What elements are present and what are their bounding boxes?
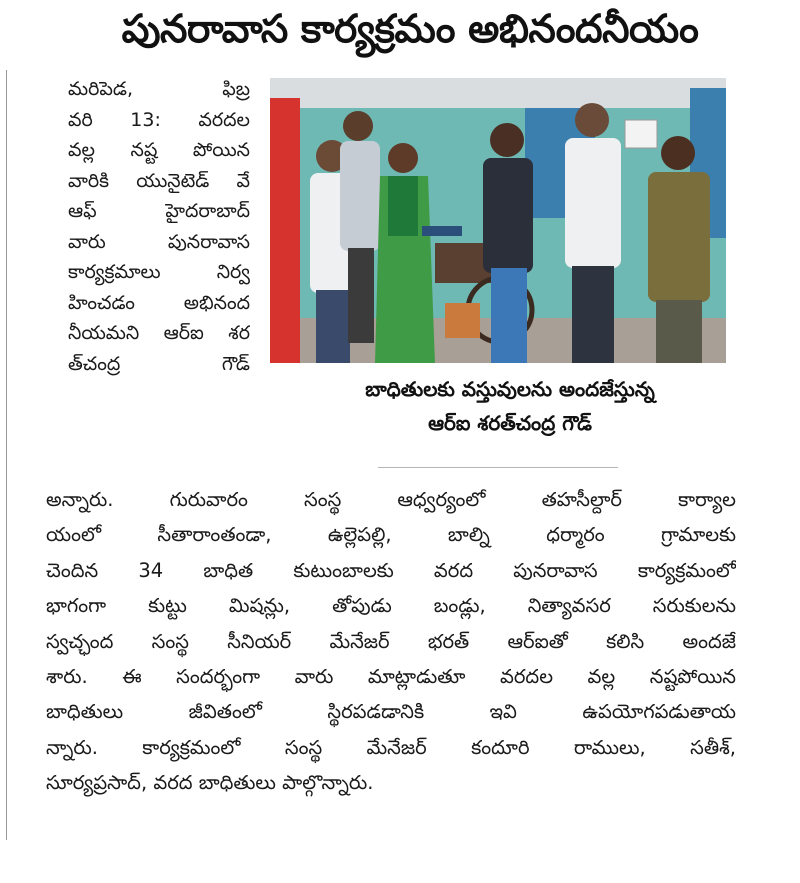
- intro-line: త్‌చంద్ర గౌడ్: [68, 352, 250, 375]
- photo-box: [445, 303, 480, 338]
- headline: పునరావాస కార్యక్రమం అభినందనీయం: [121, 7, 699, 52]
- body-line: సూర్యప్రసాద్, వరద బాధితులు పాల్గొన్నారు.: [46, 771, 374, 795]
- body-line: చెందిన 34 బాధిత కుటుంబాలకు వరద పునరావాస కార్యక్రమంలో: [46, 558, 736, 582]
- intro-line: మరిపెడ, ఫిబ్ర: [68, 78, 250, 100]
- column-divider: [6, 70, 7, 840]
- intro-line: నీయమని ఆర్ఐ శర: [68, 322, 250, 344]
- photo-ceiling: [270, 78, 726, 108]
- photo-notice: [625, 120, 657, 148]
- caption-line-2: ఆర్ఐ శరత్‌చంద్ర గౌడ్: [428, 411, 592, 435]
- photo-illustration: [270, 78, 726, 363]
- body-line: బాధితులు జీవితంలో స్థిరపడడానికి ఇవి ఉపయోగపడుతాయ: [46, 700, 736, 724]
- body-line: స్వచ్ఛంద సంస్థ సీనియర్ మేనేజర్ భరత్ ఆర్ఐతో కలిసి అందజే: [46, 629, 736, 653]
- body-line: న్నారు. కార్యక్రమంలో సంస్థ మేనేజర్ కందూరి రాములు, సతీశ్,: [46, 735, 736, 759]
- intro-line: వరి 13: వరదల: [68, 108, 250, 131]
- body-line: అన్నారు. గురువారం సంస్థ ఆధ్వర్యంలో తహసీల్దార్ కార్యాల: [46, 488, 736, 511]
- photo-packet: [422, 226, 462, 236]
- article-body: [46, 482, 736, 801]
- intro-line: కార్యక్రమాలు నిర్వ: [68, 261, 250, 283]
- photo-door: [270, 98, 300, 363]
- intro-line: వల్ల నష్ట పోయిన: [68, 139, 250, 161]
- intro-line: వారు పునరావాస: [68, 230, 250, 253]
- caption-divider: [378, 467, 618, 468]
- news-photo: [270, 78, 726, 363]
- caption-line-1: బాధితులకు వస్తువులను అందజేస్తున్న: [365, 377, 655, 401]
- body-line: భాగంగా కుట్టు మిషన్లు, తోపుడు బండ్లు, నిత్యావసర సరుకులను: [46, 594, 736, 618]
- intro-column: [68, 74, 250, 379]
- intro-line: వారికి యునైటెడ్ వే: [68, 169, 250, 192]
- photo-caption: [290, 372, 730, 440]
- intro-line: హించడం అభినంద: [68, 291, 250, 314]
- body-line: శారు. ఈ సందర్భంగా వారు మాట్లాడుతూ వరదల వల్ల నష్టపోయిన: [46, 665, 736, 689]
- body-line: యంలో సీతారాంతండా, ఉల్లెపల్లి, బాల్ని ధర్మారం గ్రామాలకు: [46, 523, 736, 547]
- intro-line: ఆఫ్ హైదరాబాద్: [68, 200, 250, 222]
- photo-person-3: [375, 143, 435, 363]
- photo-person-5: [565, 103, 621, 363]
